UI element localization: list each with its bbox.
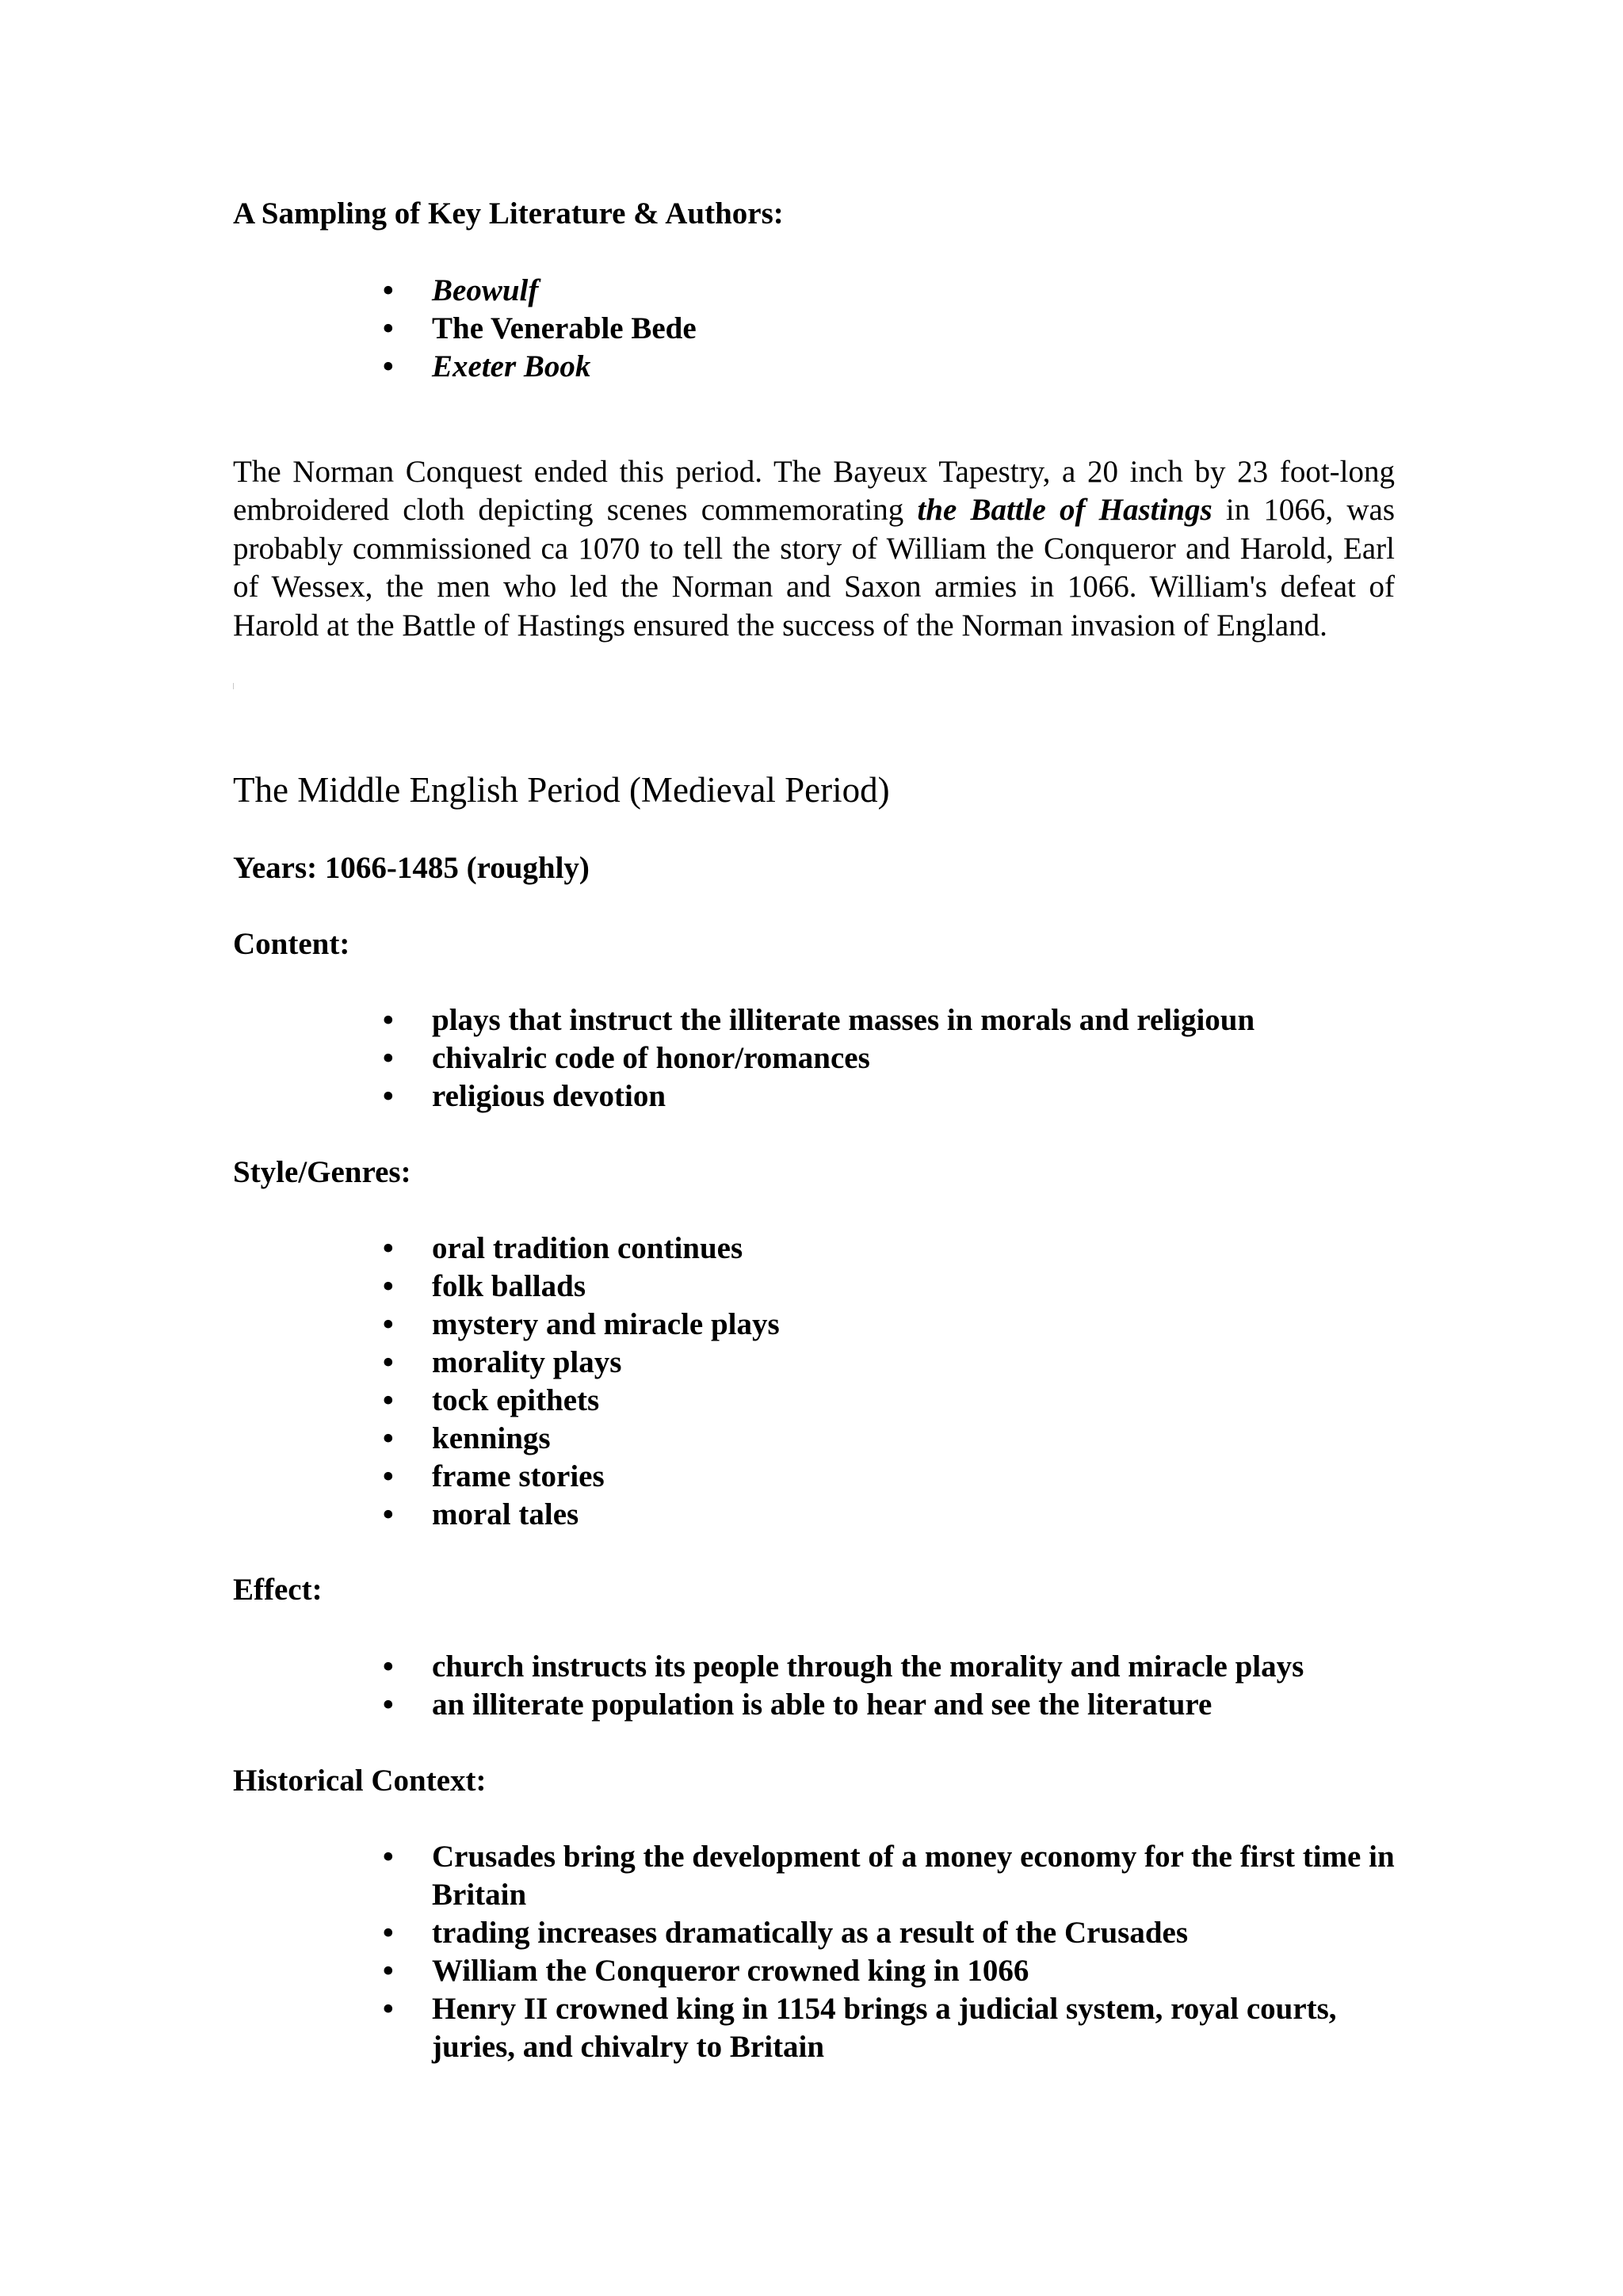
page-title: The Middle English Period (Medieval Period) [233, 770, 890, 810]
list-item: • chivalric code of honor/romances [376, 1039, 1407, 1077]
effect-list [376, 1648, 1407, 1724]
bullet-icon: • [383, 1650, 394, 1684]
historical-context-label: Historical Context: [233, 1764, 487, 1798]
sampling-heading: A Sampling of Key Literature & Authors: [233, 196, 784, 231]
norman-conquest-paragraph: The Norman Conquest ended this period. The Bayeux Tapestry, a 20 inch by 23 foot-long embroidered cloth depicting scenes commemorating the Battle of Hastings in 1066, was probably commissioned ca 1070 to tell the story of William the Conqueror and Harold, Earl of Wessex, the men who led the Norman and Saxon armies in 1066. William's defeat of Harold at the Battle of Hastings ensured the success of the Norman invasion of England. [233, 455, 1395, 643]
bullet-icon: • [383, 1992, 394, 2026]
style-genres-label: Style/Genres: [233, 1155, 411, 1189]
list-item: • oral tradition continues [376, 1230, 1407, 1268]
list-item: • trading increases dramatically as a result of the Crusades [376, 1914, 1407, 1952]
list-item: • William the Conqueror crowned king in 1066 [376, 1952, 1407, 1990]
list-item: • Henry II crowned king in 1154 brings a judicial system, royal courts, juries, and chivalry to Britain [383, 1992, 1337, 2064]
list-item: • The Venerable Bede [376, 310, 1407, 348]
bullet-icon: • [383, 1840, 394, 1874]
bullet-icon: • [383, 1079, 394, 1113]
list-item: • church instructs its people through the morality and miracle plays [376, 1648, 1407, 1686]
bullet-icon: • [383, 1954, 394, 1988]
bullet-icon: • [383, 1003, 394, 1037]
list-item: • kennings [376, 1420, 1407, 1458]
bullet-icon: • [383, 349, 394, 383]
list-item: • morality plays [376, 1344, 1407, 1382]
bullet-icon: • [383, 1383, 394, 1417]
list-item: • Crusades bring the development of a money economy for the first time in Britain [383, 1840, 1395, 1912]
bullet-icon: • [383, 1688, 394, 1722]
years-label: Years: 1066-1485 (roughly) [233, 851, 590, 885]
bullet-icon: • [383, 273, 394, 307]
battle-of-hastings-emphasis: the Battle of Hastings [917, 493, 1212, 528]
bullet-icon: • [383, 1421, 394, 1455]
style-genres-list [376, 1230, 1407, 1534]
effect-label: Effect: [233, 1573, 323, 1607]
bullet-icon: • [383, 1497, 394, 1531]
historical-context-list [376, 1838, 1407, 2066]
sampling-list [376, 272, 1407, 386]
list-item: • mystery and miracle plays [376, 1306, 1407, 1344]
list-item: • Exeter Book [376, 348, 1407, 386]
bullet-icon: • [383, 1916, 394, 1950]
content-label: Content: [233, 927, 350, 961]
bullet-icon: • [383, 311, 394, 345]
list-item: • tock epithets [376, 1382, 1407, 1420]
content-list [376, 1001, 1407, 1116]
bullet-icon: • [383, 1345, 394, 1379]
list-item: • religious devotion [376, 1077, 1407, 1116]
bullet-icon: • [383, 1269, 394, 1303]
stray-mark [233, 683, 234, 689]
list-item: • folk ballads [376, 1268, 1407, 1306]
bullet-icon: • [383, 1459, 394, 1493]
list-item: • Beowulf [376, 272, 1407, 310]
list-item: • plays that instruct the illiterate masses in morals and religioun [376, 1001, 1407, 1039]
list-item: • an illiterate population is able to hear and see the literature [376, 1686, 1407, 1724]
bullet-icon: • [383, 1307, 394, 1341]
list-item: • moral tales [376, 1496, 1407, 1534]
list-item: • frame stories [376, 1458, 1407, 1496]
bullet-icon: • [383, 1231, 394, 1265]
bullet-icon: • [383, 1041, 394, 1075]
